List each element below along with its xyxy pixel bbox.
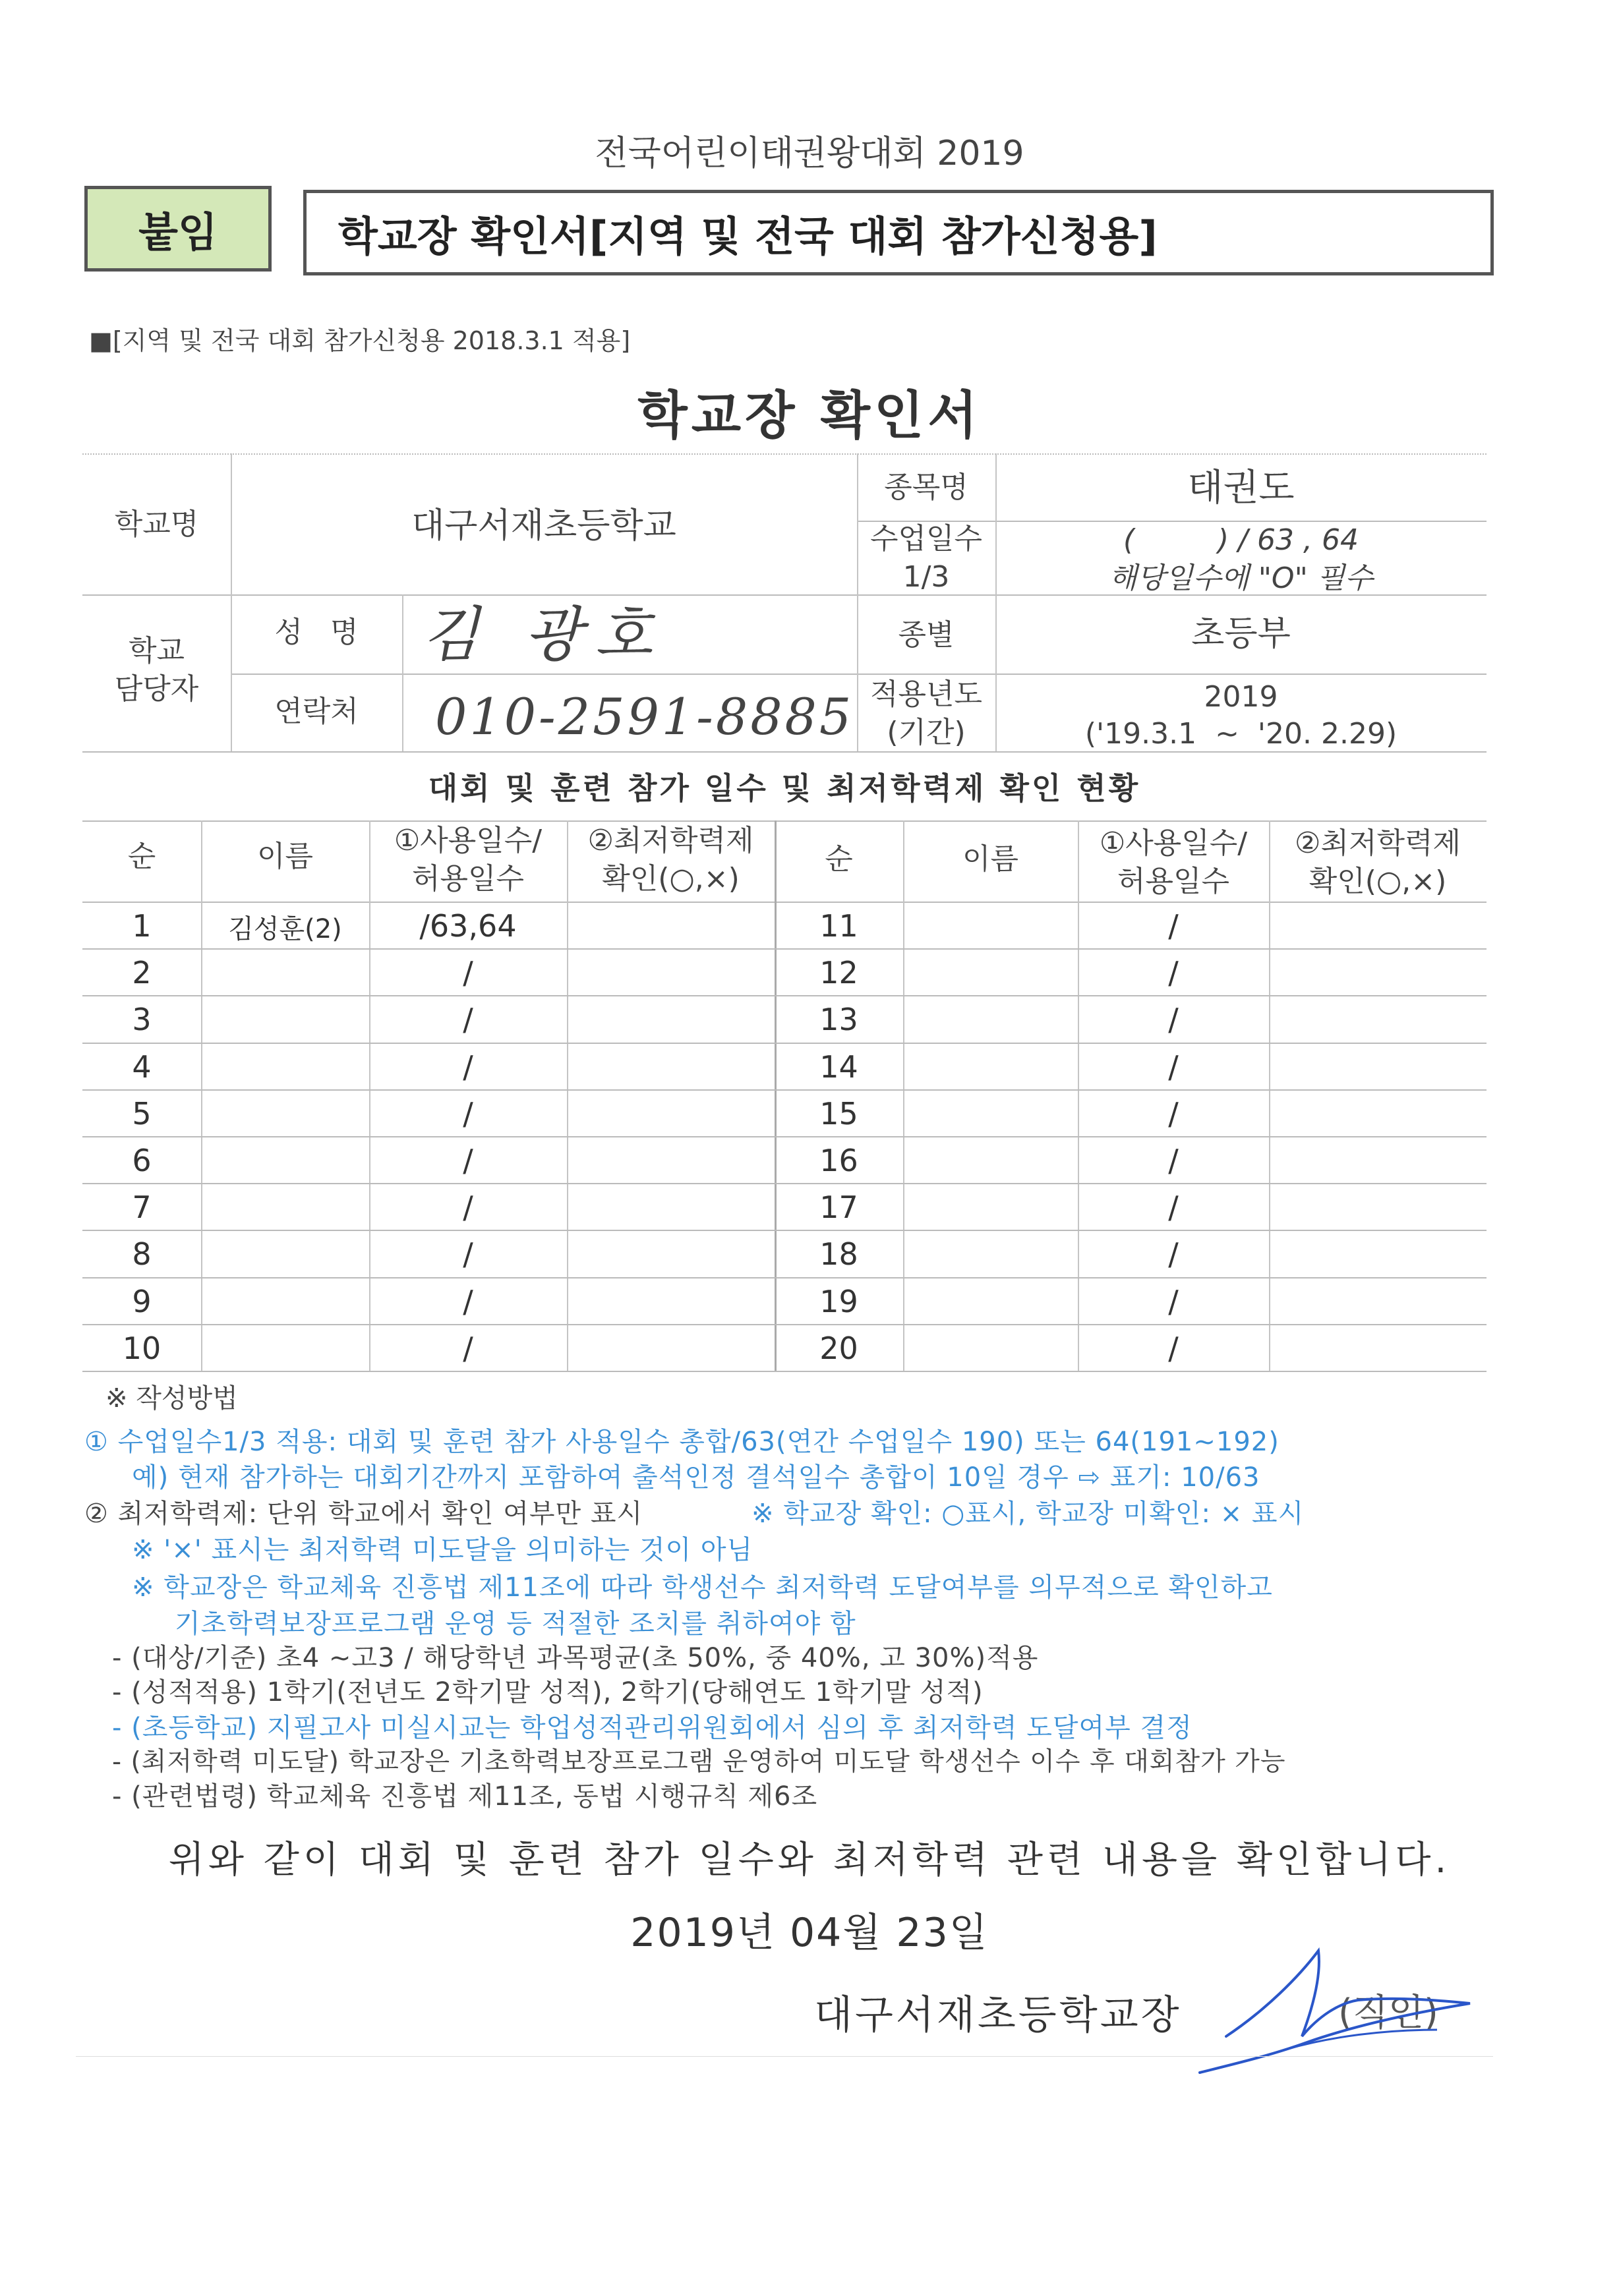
table-cell-days: / xyxy=(1168,1236,1179,1273)
method-bullet-2: - (성적적용) 1학기(전년도 2학기말 성적), 2학기(당해연도 1학기말 성적) xyxy=(112,1677,984,1708)
table-cell-no: 10 xyxy=(122,1330,162,1366)
header-days-left-1: ①사용일수/ xyxy=(394,824,543,857)
table-cell-no: 18 xyxy=(819,1236,858,1273)
header-days-left-2: 허용일수 xyxy=(411,862,524,896)
doc-title-box xyxy=(303,190,1494,275)
event-value: 태권도 xyxy=(1187,467,1295,509)
method-bullet-3: - (초등학교) 지필고사 미실시교는 학업성적관리위원회에서 심의 후 최저학력 도달여부 결정 xyxy=(112,1713,1192,1743)
table-cell-no: 6 xyxy=(132,1143,152,1178)
col-divider xyxy=(903,820,904,1371)
row-rule xyxy=(82,1230,1487,1231)
header-no-right: 순 xyxy=(825,842,853,876)
table-cell-no: 15 xyxy=(819,1095,858,1132)
contact-label: 연락처 xyxy=(274,695,359,728)
table-cell-days: / xyxy=(1168,1283,1179,1319)
row-rule xyxy=(82,1136,1487,1137)
method-item2-b: ※ 학교장 확인: ○표시, 학교장 미확인: × 표시 xyxy=(751,1499,1305,1529)
table-cell-days: / xyxy=(463,955,473,991)
row-rule xyxy=(82,995,1487,996)
table-cell-days: / xyxy=(1168,955,1179,991)
col-divider xyxy=(567,820,568,1371)
table-cell-days: / xyxy=(463,1143,473,1178)
header-check-right-2: 확인(○,×) xyxy=(1309,865,1447,898)
main-title: 학교장 확인서 xyxy=(637,386,982,445)
contact-value: 010-2591-8885 xyxy=(435,687,854,746)
table-cell-no: 20 xyxy=(819,1330,858,1366)
table-cell-days: / xyxy=(463,1048,473,1085)
header-name-left: 이름 xyxy=(256,840,313,873)
status-title: 대회 및 훈련 참가 일수 및 최저학력제 확인 현황 xyxy=(428,770,1141,806)
attach-label: 붙임 xyxy=(138,208,218,256)
row-rule xyxy=(82,948,1487,950)
row-rule xyxy=(82,1089,1487,1091)
row-rule xyxy=(82,1324,1487,1325)
manager-label-1: 학교 xyxy=(128,634,185,668)
header-days-right-2: 허용일수 xyxy=(1117,865,1229,898)
method-item2-a: ② 최저학력제: 단위 학교에서 확인 여부만 표시 xyxy=(84,1499,643,1529)
header-check-left-1: ②최저학력제 xyxy=(587,824,754,857)
method-item1-line1: ① 수업일수1/3 적용: 대회 및 훈련 참가 사용일수 총합/63(연간 수업일수 190) 또는 64(191~192) xyxy=(84,1427,1280,1457)
method-item2-note1: ※ '×' 표시는 최저학력 미도달을 의미하는 것이 아님 xyxy=(132,1535,753,1565)
info-rule xyxy=(231,674,1487,675)
status-header-bottom-rule xyxy=(82,902,1487,903)
method-bullet-1: - (대상/기준) 초4 ~고3 / 해당학년 과목평균(초 50%, 중 40%, 고 30%)적용 xyxy=(112,1643,1039,1673)
event-label: 종목명 xyxy=(884,471,968,504)
table-cell-days: / xyxy=(1168,1190,1179,1226)
table-cell-no: 11 xyxy=(819,908,858,944)
header-name-right: 이름 xyxy=(962,842,1018,876)
confirm-date: 2019년 04월 23일 xyxy=(630,1910,989,1956)
days-value-2: 해당일수에 "O" 필수 xyxy=(1109,561,1373,595)
year-label-1: 적용년도 xyxy=(869,677,982,711)
method-item1-line2: 예) 현재 참가하는 대회기간까지 포함하여 출석인정 결석일수 총합이 10일 경우 ⇨ 표기: 10/63 xyxy=(132,1462,1260,1493)
school-label: 학교명 xyxy=(114,507,199,541)
category-value: 초등부 xyxy=(1191,614,1291,654)
table-cell-no: 17 xyxy=(819,1190,858,1226)
footer-rule xyxy=(76,2056,1493,2057)
header-check-left-2: 확인(○,×) xyxy=(602,862,740,896)
table-cell-no: 1 xyxy=(132,908,152,944)
days-label-2: 1/3 xyxy=(902,560,950,594)
principal-name: 대구서재초등학교장 xyxy=(814,1992,1182,2038)
info-top-rule xyxy=(82,453,1487,455)
table-cell-no: 2 xyxy=(132,955,152,991)
table-cell-no: 8 xyxy=(132,1236,152,1273)
method-bullet-4: - (최저학력 미도달) 학교장은 기초학력보장프로그램 운영하여 미도달 학생선수 이수 후 대회참가 가능 xyxy=(112,1747,1286,1777)
name-value: 김 광호 xyxy=(422,600,666,670)
table-cell-days: / xyxy=(1168,1330,1179,1366)
table-cell-no: 19 xyxy=(819,1283,858,1319)
table-cell-no: 13 xyxy=(819,1002,858,1038)
table-cell-days: /63,64 xyxy=(419,908,517,944)
table-cell-no: 12 xyxy=(819,955,858,991)
confirm-statement: 위와 같이 대회 및 훈련 참가 일수와 최저학력 관련 내용을 확인합니다. xyxy=(168,1839,1451,1881)
table-cell-days: / xyxy=(1168,1048,1179,1085)
event-title: 전국어린이태권왕대회 2019 xyxy=(595,134,1024,173)
name-label: 성 명 xyxy=(274,616,359,649)
method-title: ※ 작성방법 xyxy=(105,1383,238,1414)
table-cell-days: / xyxy=(463,1190,473,1226)
table-cell-days: / xyxy=(463,1330,473,1366)
table-cell-no: 16 xyxy=(819,1143,858,1178)
doc-title: 학교장 확인서[지역 및 전국 대회 참가신청용] xyxy=(338,212,1158,260)
table-cell-days: / xyxy=(1168,908,1179,944)
year-value-2: ('19.3.1 ~ '20. 2.29) xyxy=(1084,717,1398,751)
method-item2-note2-line2: 기초학력보장프로그램 운영 등 적절한 조치를 취하여야 함 xyxy=(175,1609,856,1639)
year-label-2: (기간) xyxy=(887,716,966,749)
row-rule xyxy=(82,1183,1487,1184)
row-rule xyxy=(82,1371,1487,1372)
col-divider xyxy=(201,820,202,1371)
header-days-right-1: ①사용일수/ xyxy=(1099,826,1248,860)
table-cell-no: 7 xyxy=(132,1190,152,1226)
table-cell-no: 3 xyxy=(132,1002,152,1038)
seal-label: (직인) xyxy=(1338,1992,1438,2034)
school-name: 대구서재초등학교 xyxy=(411,506,676,546)
category-label: 종별 xyxy=(898,618,955,652)
days-value-1: ( ) / 63 , 64 xyxy=(1123,523,1359,557)
header-no-left: 순 xyxy=(127,840,156,873)
table-cell-days: / xyxy=(1168,1002,1179,1038)
year-value-1: 2019 xyxy=(1204,680,1278,714)
method-item2-note2-line1: ※ 학교장은 학교체육 진흥법 제11조에 따라 학생선수 최저학력 도달여부를 의무적으로 확인하고 xyxy=(132,1572,1273,1603)
days-label-1: 수업일수 xyxy=(869,522,982,556)
attach-badge xyxy=(84,186,272,272)
table-cell-days: / xyxy=(463,1002,473,1038)
table-cell-no: 5 xyxy=(132,1095,152,1132)
table-cell-name: 김성훈(2) xyxy=(228,914,342,944)
table-cell-no: 4 xyxy=(132,1048,152,1085)
manager-label-2: 담당자 xyxy=(114,672,199,706)
status-header-top-rule xyxy=(82,820,1487,822)
row-rule xyxy=(82,1277,1487,1278)
signature-mark xyxy=(1187,1937,1503,2082)
method-bullet-5: - (관련법령) 학교체육 진흥법 제11조, 동법 시행규칙 제6조 xyxy=(112,1781,818,1812)
info-divider xyxy=(402,594,403,751)
row-rule xyxy=(82,1043,1487,1044)
table-cell-days: / xyxy=(463,1095,473,1132)
table-cell-no: 9 xyxy=(132,1283,152,1319)
table-cell-days: / xyxy=(463,1236,473,1273)
table-cell-no: 14 xyxy=(819,1048,858,1085)
col-divider xyxy=(1269,820,1270,1371)
table-cell-days: / xyxy=(1168,1143,1179,1178)
sub-note: ■[지역 및 전국 대회 참가신청용 2018.3.1 적용] xyxy=(89,326,631,355)
table-cell-days: / xyxy=(1168,1095,1179,1132)
table-cell-days: / xyxy=(463,1283,473,1319)
header-check-right-1: ②최저학력제 xyxy=(1295,826,1461,860)
